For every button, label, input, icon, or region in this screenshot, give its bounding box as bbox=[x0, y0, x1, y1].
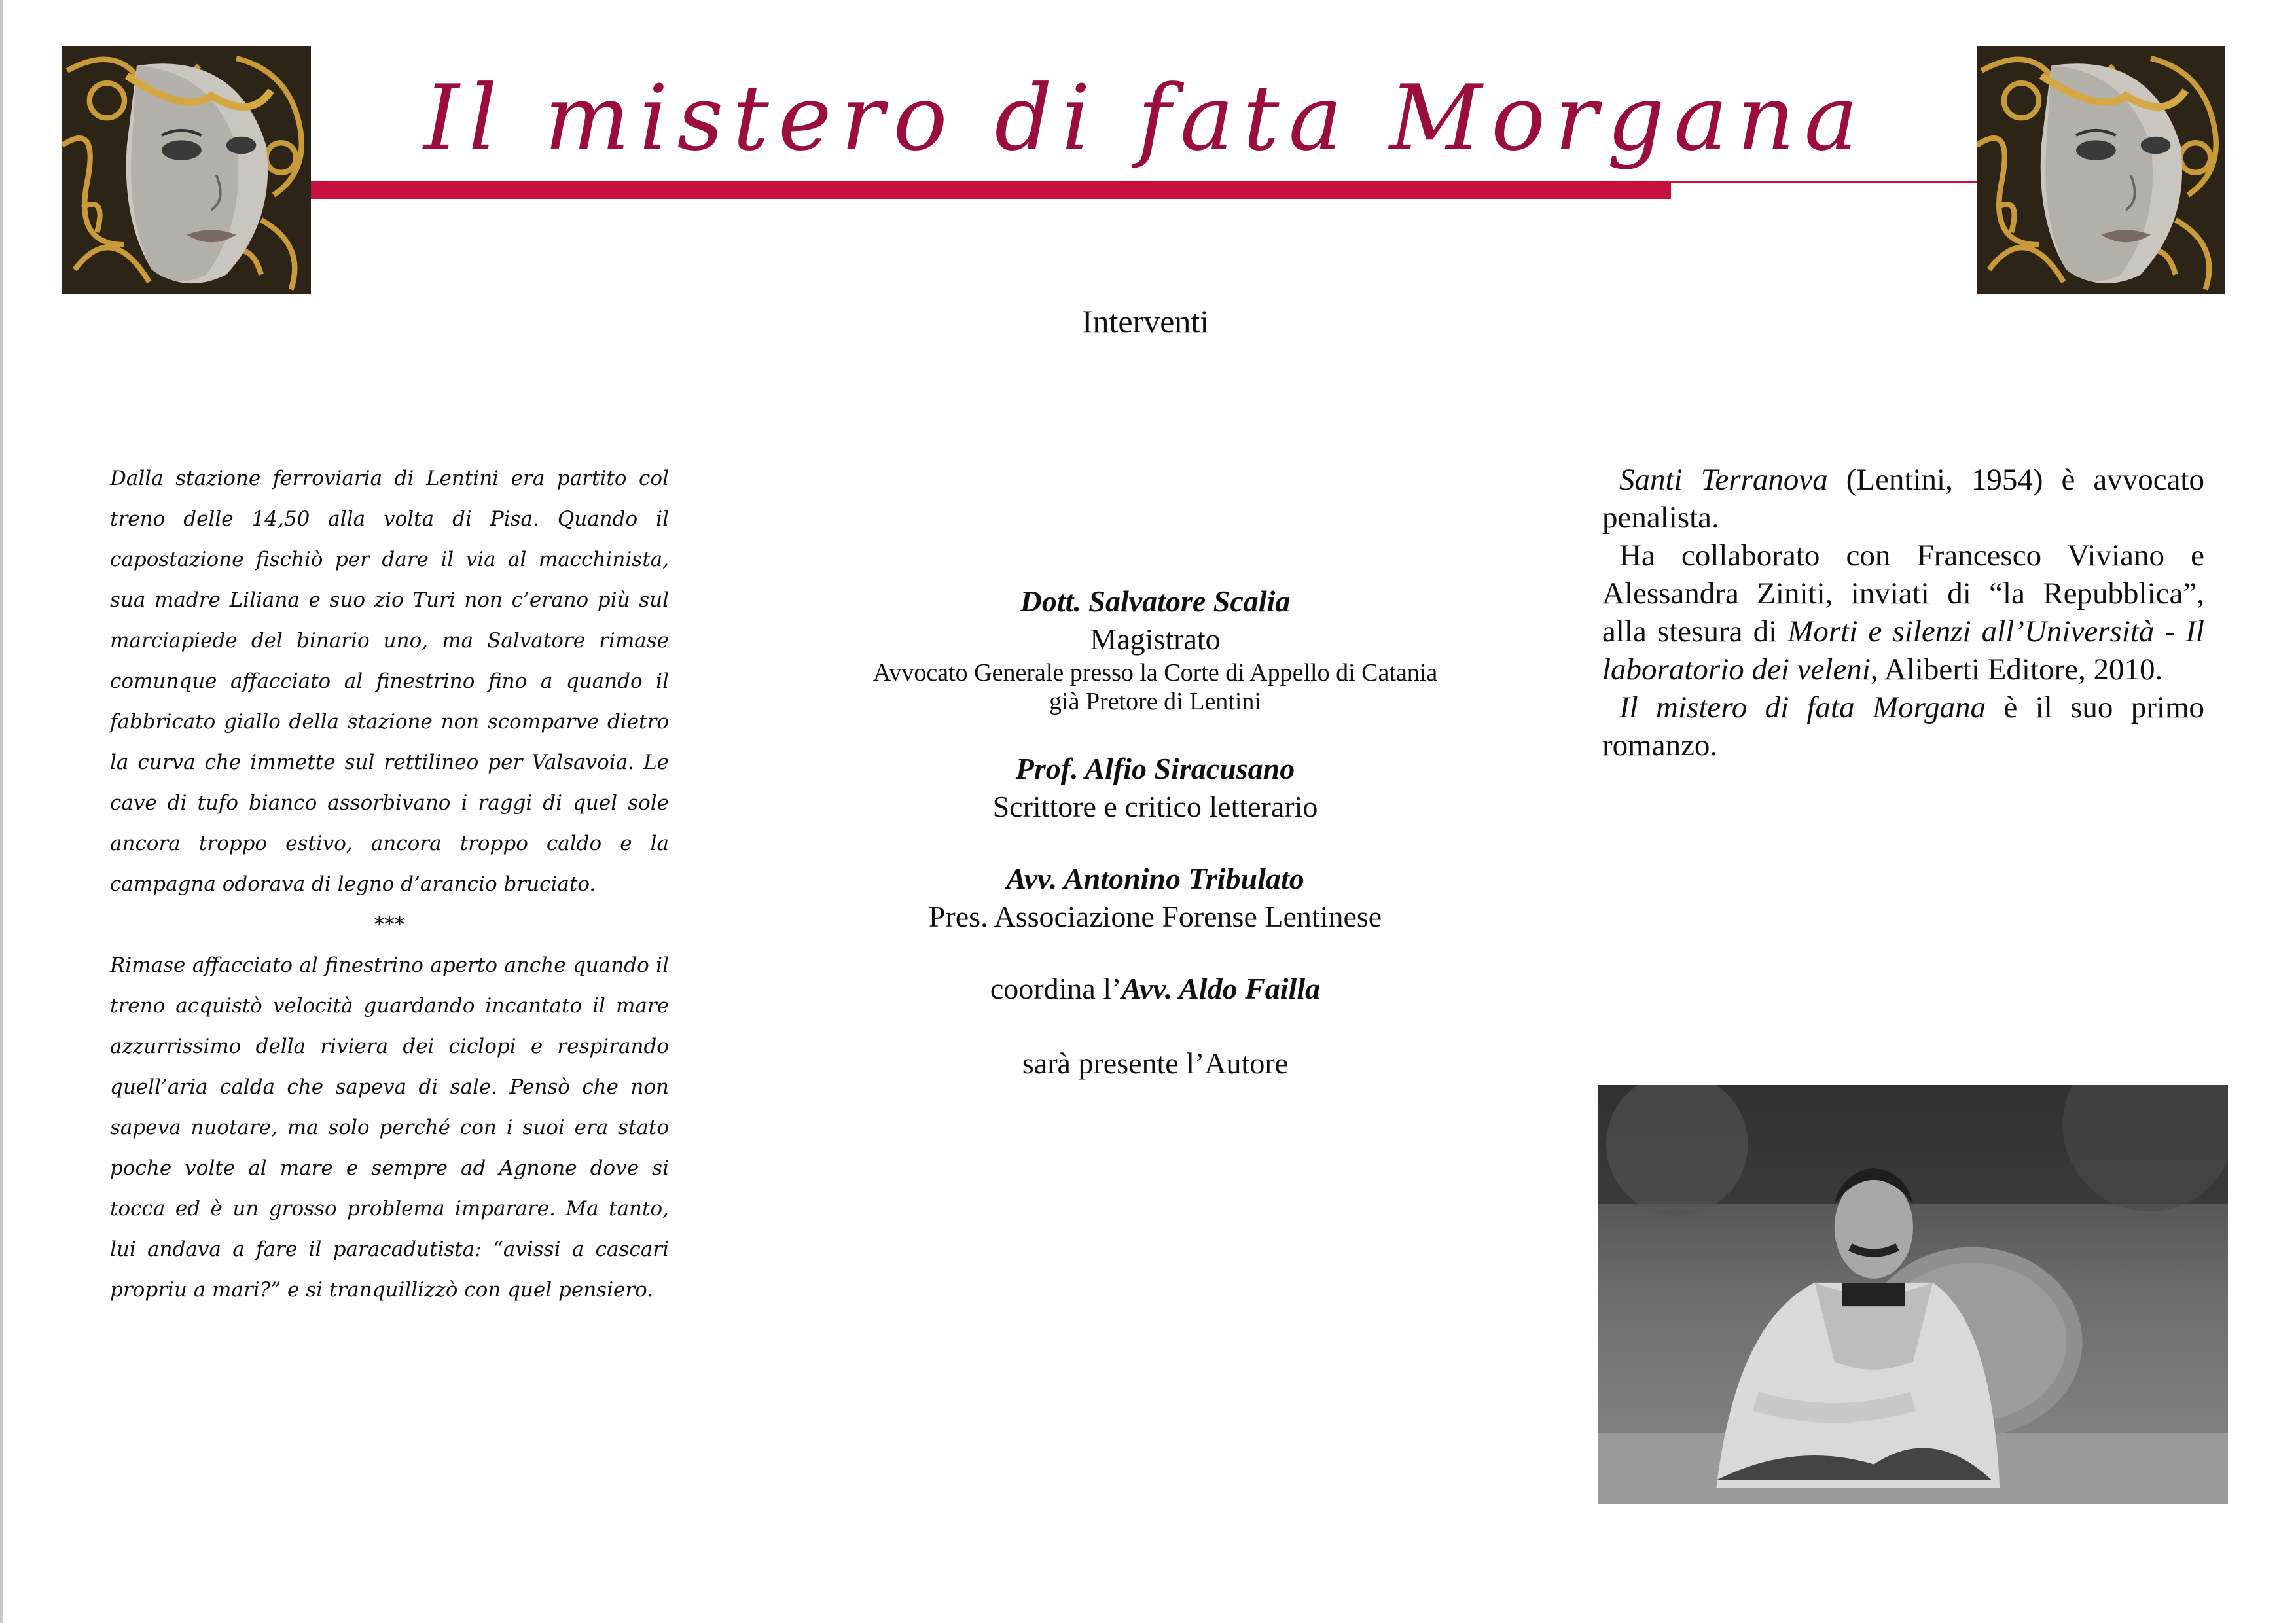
speakers-list bbox=[838, 582, 1473, 1119]
section-heading: Interventi bbox=[1081, 303, 1210, 340]
collab-text: Ha collaborato con Francesco Viviano e Alessandra Ziniti, inviati di “la Repubblica”, alla stesura di bbox=[1602, 539, 2204, 649]
novel-title: Il mistero di fata Morgana bbox=[1619, 690, 1986, 724]
speaker-tribulato bbox=[838, 860, 1473, 936]
title-rule-thick bbox=[311, 181, 1671, 199]
presence-note: sarà presente l’Autore bbox=[1022, 1046, 1289, 1080]
speaker-scalia bbox=[838, 582, 1473, 716]
title-rule-thin bbox=[1671, 181, 1977, 183]
speaker-name: Avv. Antonino Tribulato bbox=[1006, 862, 1304, 895]
author-details: (Lentini, 1954) è avvocato penalista. bbox=[1602, 463, 2204, 535]
speaker-detail: Avvocato Generale presso la Corte di Appello di Catania bbox=[872, 659, 1438, 687]
speaker-name: Prof. Alfio Siracusano bbox=[1015, 752, 1295, 785]
coordinator-name: Avv. Aldo Failla bbox=[1121, 972, 1321, 1005]
mask-image-left bbox=[62, 46, 311, 294]
speaker-name: Dott. Salvatore Scalia bbox=[1020, 584, 1291, 618]
bio-paragraph-1 bbox=[1602, 461, 2204, 537]
author-photo bbox=[1598, 1085, 2228, 1504]
author-bio bbox=[1602, 461, 2204, 764]
speaker-role: Scrittore e critico letterario bbox=[992, 790, 1318, 823]
speaker-siracusano bbox=[838, 750, 1473, 826]
bio-paragraph-3 bbox=[1602, 688, 2204, 764]
novel-text: è il suo primo romanzo. bbox=[1602, 690, 2204, 762]
mask-image-right bbox=[1977, 46, 2225, 294]
coordinator-prefix: coordina l’ bbox=[990, 972, 1122, 1005]
bio-paragraph-2 bbox=[1602, 537, 2204, 688]
coordinator-line bbox=[838, 970, 1473, 1008]
speaker-detail: già Pretore di Lentini bbox=[1049, 688, 1261, 715]
publisher: , Aliberti Editore, 2010. bbox=[1870, 652, 2163, 687]
excerpt-paragraph-2: Rimase affacciato al finestrino aperto anche quando il treno acquistò velocità guardando incantato il mare azzurrissimo della riviera dei ciclopi e respirando quell’aria calda che sapeva di sale. Pensò che non sapeva nuotare, ma solo perché con i suoi era stato poche volte al mare e sempre ad Agnone dove si tocca ed è un grosso problema imparare. Ma tanto, lui andava a fare il paracadutista: “avissi a cascari propriu a mari?” e si tranquillizzò con quel pensiero. bbox=[110, 954, 669, 1302]
book-title: Morti e silenzi all’Università - Il laboratorio dei veleni bbox=[1602, 615, 2204, 687]
author-name: Santi Terranova bbox=[1619, 463, 1828, 497]
speaker-role: Magistrato bbox=[1090, 622, 1221, 656]
speaker-role: Pres. Associazione Forense Lentinese bbox=[928, 900, 1382, 933]
excerpt-paragraph-1: Dalla stazione ferroviaria di Lentini era partito col treno delle 14,50 alla volta di Pisa. Quando il capostazione fischiò per dare il via al macchinista, sua madre Liliana e suo zio Turi non c’erano più sul marciapiede del binario uno, ma Salvatore rimase comunque affacciato al finestrino fino a quando il fabbricato giallo della stazione non scomparve dietro la curva che immette sul rettilineo per Valsavoia. Le cave di tufo bianco assorbivano i raggi di quel sole ancora troppo estivo, ancora troppo caldo e la campagna odorava di legno d’arancio bruciato. bbox=[110, 467, 669, 896]
excerpt-separator: *** bbox=[374, 913, 405, 936]
novel-excerpt bbox=[110, 458, 669, 1310]
page-title: Il mistero di fata Morgana bbox=[423, 65, 1867, 171]
page-edge bbox=[0, 0, 3, 1623]
